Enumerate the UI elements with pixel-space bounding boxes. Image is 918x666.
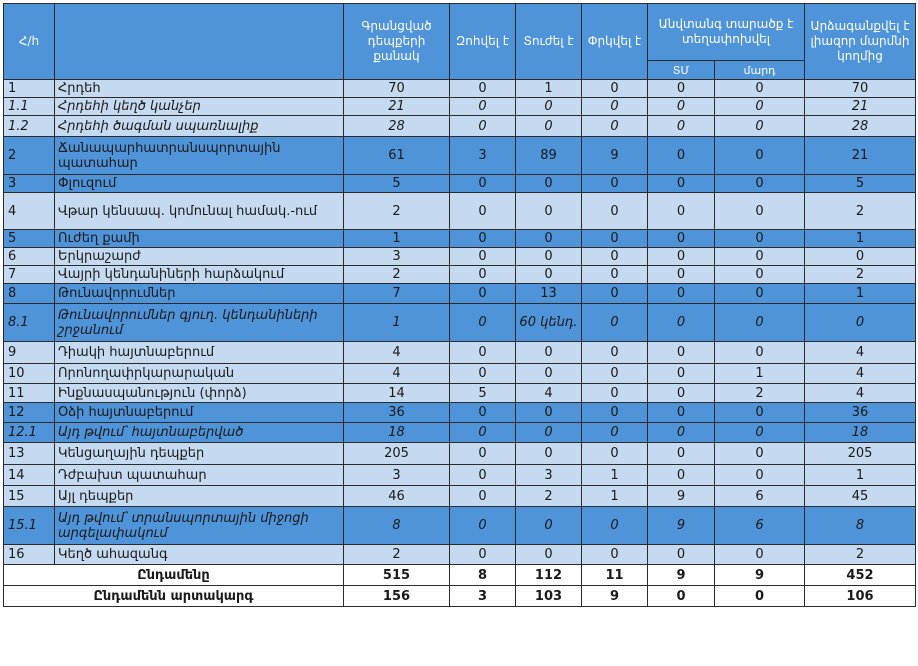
row-index: 7 <box>4 266 55 284</box>
table-row <box>4 423 916 443</box>
row-notified: 4 <box>805 364 916 384</box>
table-row <box>4 384 916 403</box>
table-row <box>4 507 916 545</box>
row-relocated-su: 9 <box>648 507 715 545</box>
row-name: Հրդեհի կեղծ կանչեր <box>55 98 344 116</box>
row-index: 11 <box>4 384 55 403</box>
row-saved: 1 <box>582 465 648 486</box>
row-injured: 4 <box>516 384 582 403</box>
row-relocated-people: 0 <box>715 284 805 304</box>
row-relocated-people: 0 <box>715 98 805 116</box>
row-died: 0 <box>450 364 516 384</box>
row-registered: 36 <box>344 403 450 423</box>
row-injured: 0 <box>516 545 582 565</box>
row-index: 4 <box>4 193 55 230</box>
row-registered: 205 <box>344 443 450 465</box>
row-relocated-su: 9 <box>648 486 715 507</box>
row-injured: 0 <box>516 342 582 364</box>
row-died: 0 <box>450 284 516 304</box>
row-relocated-people: 0 <box>715 304 805 342</box>
totals-relocated-people: 0 <box>715 586 805 607</box>
header-index: Հ/հ <box>4 4 55 80</box>
header-relocated-su: ՏՄ <box>648 61 715 80</box>
row-relocated-su: 0 <box>648 193 715 230</box>
row-name: Թունավորումներ գյուղ. կենդանիների շրջանում <box>55 304 344 342</box>
row-relocated-su: 0 <box>648 342 715 364</box>
row-notified: 1 <box>805 284 916 304</box>
row-index: 1.2 <box>4 116 55 137</box>
row-relocated-people: 0 <box>715 545 805 565</box>
row-notified: 2 <box>805 193 916 230</box>
row-notified: 2 <box>805 545 916 565</box>
row-died: 0 <box>450 507 516 545</box>
row-injured: 0 <box>516 193 582 230</box>
table-body <box>4 80 916 565</box>
row-notified: 21 <box>805 98 916 116</box>
row-index: 8 <box>4 284 55 304</box>
row-index: 3 <box>4 175 55 193</box>
row-relocated-su: 0 <box>648 443 715 465</box>
row-name: Օձի հայտնաբերում <box>55 403 344 423</box>
row-registered: 8 <box>344 507 450 545</box>
row-index: 9 <box>4 342 55 364</box>
row-name: Երկրաշարժ <box>55 248 344 266</box>
totals-died: 8 <box>450 565 516 586</box>
row-relocated-su: 0 <box>648 284 715 304</box>
row-died: 0 <box>450 193 516 230</box>
table-header <box>4 4 916 80</box>
row-notified: 1 <box>805 465 916 486</box>
header-notified: Արձագանքվել է լիազոր մարմնի կողմից <box>805 4 916 80</box>
totals-died: 3 <box>450 586 516 607</box>
row-registered: 18 <box>344 423 450 443</box>
row-relocated-people: 0 <box>715 248 805 266</box>
row-name: Այդ թվում՝ տրանսպորտային միջոցի արգելափակում <box>55 507 344 545</box>
row-notified: 45 <box>805 486 916 507</box>
row-registered: 70 <box>344 80 450 98</box>
table-row <box>4 266 916 284</box>
row-name: Փլուզում <box>55 175 344 193</box>
row-notified: 18 <box>805 423 916 443</box>
header-relocated-people: մարդ <box>715 61 805 80</box>
table-row <box>4 443 916 465</box>
totals-label: Ընդամենը <box>4 565 344 586</box>
row-notified: 2 <box>805 266 916 284</box>
header-died: Զոհվել է <box>450 4 516 80</box>
totals-row <box>4 586 916 607</box>
row-name: Այդ թվում՝ հայտնաբերված <box>55 423 344 443</box>
row-notified: 4 <box>805 342 916 364</box>
row-registered: 1 <box>344 230 450 248</box>
header-injured: Տուժել է <box>516 4 582 80</box>
row-died: 0 <box>450 98 516 116</box>
row-relocated-people: 0 <box>715 403 805 423</box>
row-saved: 1 <box>582 486 648 507</box>
row-index: 12.1 <box>4 423 55 443</box>
row-injured: 0 <box>516 507 582 545</box>
row-name: Ուժեղ քամի <box>55 230 344 248</box>
row-registered: 2 <box>344 193 450 230</box>
row-notified: 8 <box>805 507 916 545</box>
row-registered: 1 <box>344 304 450 342</box>
row-saved: 0 <box>582 342 648 364</box>
row-injured: 0 <box>516 175 582 193</box>
row-died: 5 <box>450 384 516 403</box>
row-died: 0 <box>450 423 516 443</box>
row-injured: 0 <box>516 230 582 248</box>
table-row <box>4 486 916 507</box>
table-row <box>4 230 916 248</box>
row-notified: 5 <box>805 175 916 193</box>
row-injured: 0 <box>516 443 582 465</box>
table-row <box>4 465 916 486</box>
row-died: 3 <box>450 137 516 175</box>
totals-registered: 156 <box>344 586 450 607</box>
row-injured: 13 <box>516 284 582 304</box>
row-relocated-su: 0 <box>648 80 715 98</box>
row-saved: 0 <box>582 443 648 465</box>
row-injured: 3 <box>516 465 582 486</box>
row-died: 0 <box>450 266 516 284</box>
row-saved: 0 <box>582 304 648 342</box>
table-row <box>4 284 916 304</box>
row-saved: 0 <box>582 364 648 384</box>
row-name: Հրդեհ <box>55 80 344 98</box>
row-injured: 0 <box>516 364 582 384</box>
row-notified: 4 <box>805 384 916 403</box>
totals-injured: 112 <box>516 565 582 586</box>
row-index: 5 <box>4 230 55 248</box>
row-saved: 0 <box>582 193 648 230</box>
row-relocated-su: 0 <box>648 304 715 342</box>
row-saved: 0 <box>582 545 648 565</box>
row-relocated-su: 0 <box>648 98 715 116</box>
row-died: 0 <box>450 175 516 193</box>
row-notified: 205 <box>805 443 916 465</box>
row-name: Վայրի կենդանիների հարձակում <box>55 266 344 284</box>
table-row <box>4 364 916 384</box>
row-relocated-su: 0 <box>648 266 715 284</box>
row-died: 0 <box>450 342 516 364</box>
row-registered: 4 <box>344 342 450 364</box>
row-died: 0 <box>450 465 516 486</box>
row-relocated-people: 0 <box>715 193 805 230</box>
row-saved: 9 <box>582 137 648 175</box>
table-row <box>4 175 916 193</box>
row-saved: 0 <box>582 80 648 98</box>
totals-notified: 106 <box>805 586 916 607</box>
table-row <box>4 545 916 565</box>
row-notified: 0 <box>805 248 916 266</box>
row-died: 0 <box>450 248 516 266</box>
row-relocated-su: 0 <box>648 175 715 193</box>
row-relocated-people: 0 <box>715 266 805 284</box>
table-row <box>4 80 916 98</box>
row-notified: 36 <box>805 403 916 423</box>
row-died: 0 <box>450 545 516 565</box>
totals-relocated-people: 9 <box>715 565 805 586</box>
table-row <box>4 248 916 266</box>
row-relocated-su: 0 <box>648 364 715 384</box>
row-name: Դիակի հայտնաբերում <box>55 342 344 364</box>
row-injured: 1 <box>516 80 582 98</box>
row-index: 15.1 <box>4 507 55 545</box>
row-notified: 21 <box>805 137 916 175</box>
row-index: 15 <box>4 486 55 507</box>
row-relocated-people: 0 <box>715 116 805 137</box>
table-row <box>4 116 916 137</box>
row-saved: 0 <box>582 230 648 248</box>
row-saved: 0 <box>582 116 648 137</box>
row-saved: 0 <box>582 284 648 304</box>
header-registered: Գրանցված դեպքերի քանակ <box>344 4 450 80</box>
row-index: 2 <box>4 137 55 175</box>
row-registered: 4 <box>344 364 450 384</box>
incident-report-table <box>3 3 916 607</box>
row-index: 8.1 <box>4 304 55 342</box>
row-relocated-su: 0 <box>648 545 715 565</box>
row-relocated-su: 0 <box>648 403 715 423</box>
row-name: Ճանապարհատրանսպորտային պատահար <box>55 137 344 175</box>
table-row <box>4 137 916 175</box>
row-relocated-su: 0 <box>648 116 715 137</box>
row-relocated-people: 0 <box>715 230 805 248</box>
row-index: 1 <box>4 80 55 98</box>
row-notified: 0 <box>805 304 916 342</box>
row-injured: 60 կենդ. <box>516 304 582 342</box>
table-row <box>4 403 916 423</box>
row-died: 0 <box>450 80 516 98</box>
row-saved: 0 <box>582 98 648 116</box>
row-index: 14 <box>4 465 55 486</box>
row-name: Վթար կենսապ. կոմունալ համակ.-ում <box>55 193 344 230</box>
row-died: 0 <box>450 304 516 342</box>
row-registered: 14 <box>344 384 450 403</box>
row-name: Թունավորումներ <box>55 284 344 304</box>
row-died: 0 <box>450 230 516 248</box>
header-name <box>55 4 344 80</box>
row-saved: 0 <box>582 384 648 403</box>
header-saved: Փրկվել է <box>582 4 648 80</box>
row-registered: 28 <box>344 116 450 137</box>
row-injured: 89 <box>516 137 582 175</box>
row-relocated-su: 0 <box>648 248 715 266</box>
row-injured: 2 <box>516 486 582 507</box>
row-relocated-people: 0 <box>715 443 805 465</box>
row-saved: 0 <box>582 175 648 193</box>
table-row <box>4 304 916 342</box>
totals-relocated-su: 9 <box>648 565 715 586</box>
row-relocated-people: 0 <box>715 80 805 98</box>
totals-notified: 452 <box>805 565 916 586</box>
row-relocated-people: 0 <box>715 423 805 443</box>
row-index: 13 <box>4 443 55 465</box>
row-index: 10 <box>4 364 55 384</box>
row-injured: 0 <box>516 116 582 137</box>
row-notified: 28 <box>805 116 916 137</box>
row-saved: 0 <box>582 403 648 423</box>
row-injured: 0 <box>516 98 582 116</box>
row-registered: 2 <box>344 266 450 284</box>
row-relocated-people: 1 <box>715 364 805 384</box>
row-died: 0 <box>450 116 516 137</box>
row-registered: 61 <box>344 137 450 175</box>
row-saved: 0 <box>582 507 648 545</box>
totals-saved: 11 <box>582 565 648 586</box>
totals-label: Ընդամենն արտակարգ <box>4 586 344 607</box>
row-name: Դժբախտ պատահար <box>55 465 344 486</box>
row-relocated-su: 0 <box>648 384 715 403</box>
row-notified: 70 <box>805 80 916 98</box>
row-relocated-people: 0 <box>715 465 805 486</box>
row-index: 16 <box>4 545 55 565</box>
row-relocated-su: 0 <box>648 230 715 248</box>
totals-saved: 9 <box>582 586 648 607</box>
row-injured: 0 <box>516 403 582 423</box>
row-relocated-su: 0 <box>648 423 715 443</box>
row-name: Ինքնասպանություն (փորձ) <box>55 384 344 403</box>
totals-relocated-su: 0 <box>648 586 715 607</box>
row-died: 0 <box>450 443 516 465</box>
row-registered: 3 <box>344 465 450 486</box>
table-row <box>4 342 916 364</box>
row-relocated-people: 2 <box>715 384 805 403</box>
row-injured: 0 <box>516 423 582 443</box>
row-name: Կենցաղային դեպքեր <box>55 443 344 465</box>
row-saved: 0 <box>582 248 648 266</box>
totals-row <box>4 565 916 586</box>
row-index: 6 <box>4 248 55 266</box>
row-saved: 0 <box>582 423 648 443</box>
row-index: 12 <box>4 403 55 423</box>
row-died: 0 <box>450 486 516 507</box>
row-died: 0 <box>450 403 516 423</box>
row-name: Կեղծ ահազանգ <box>55 545 344 565</box>
header-relocated: Անվտանգ տարածք է տեղափոխվել <box>648 4 805 61</box>
table-footer <box>4 565 916 607</box>
row-relocated-people: 0 <box>715 342 805 364</box>
row-relocated-people: 6 <box>715 486 805 507</box>
table-row <box>4 193 916 230</box>
totals-registered: 515 <box>344 565 450 586</box>
row-relocated-su: 0 <box>648 137 715 175</box>
row-name: Որոնողափրկարարական <box>55 364 344 384</box>
row-registered: 21 <box>344 98 450 116</box>
row-saved: 0 <box>582 266 648 284</box>
row-notified: 1 <box>805 230 916 248</box>
row-index: 1.1 <box>4 98 55 116</box>
row-registered: 2 <box>344 545 450 565</box>
row-name: Այլ դեպքեր <box>55 486 344 507</box>
table-row <box>4 98 916 116</box>
row-registered: 5 <box>344 175 450 193</box>
row-injured: 0 <box>516 266 582 284</box>
row-relocated-people: 0 <box>715 137 805 175</box>
row-registered: 7 <box>344 284 450 304</box>
row-relocated-people: 6 <box>715 507 805 545</box>
row-injured: 0 <box>516 248 582 266</box>
row-registered: 3 <box>344 248 450 266</box>
row-registered: 46 <box>344 486 450 507</box>
row-name: Հրդեհի ծագման սպառնալիք <box>55 116 344 137</box>
row-relocated-su: 0 <box>648 465 715 486</box>
incident-report-table-wrapper <box>3 3 916 607</box>
totals-injured: 103 <box>516 586 582 607</box>
row-relocated-people: 0 <box>715 175 805 193</box>
